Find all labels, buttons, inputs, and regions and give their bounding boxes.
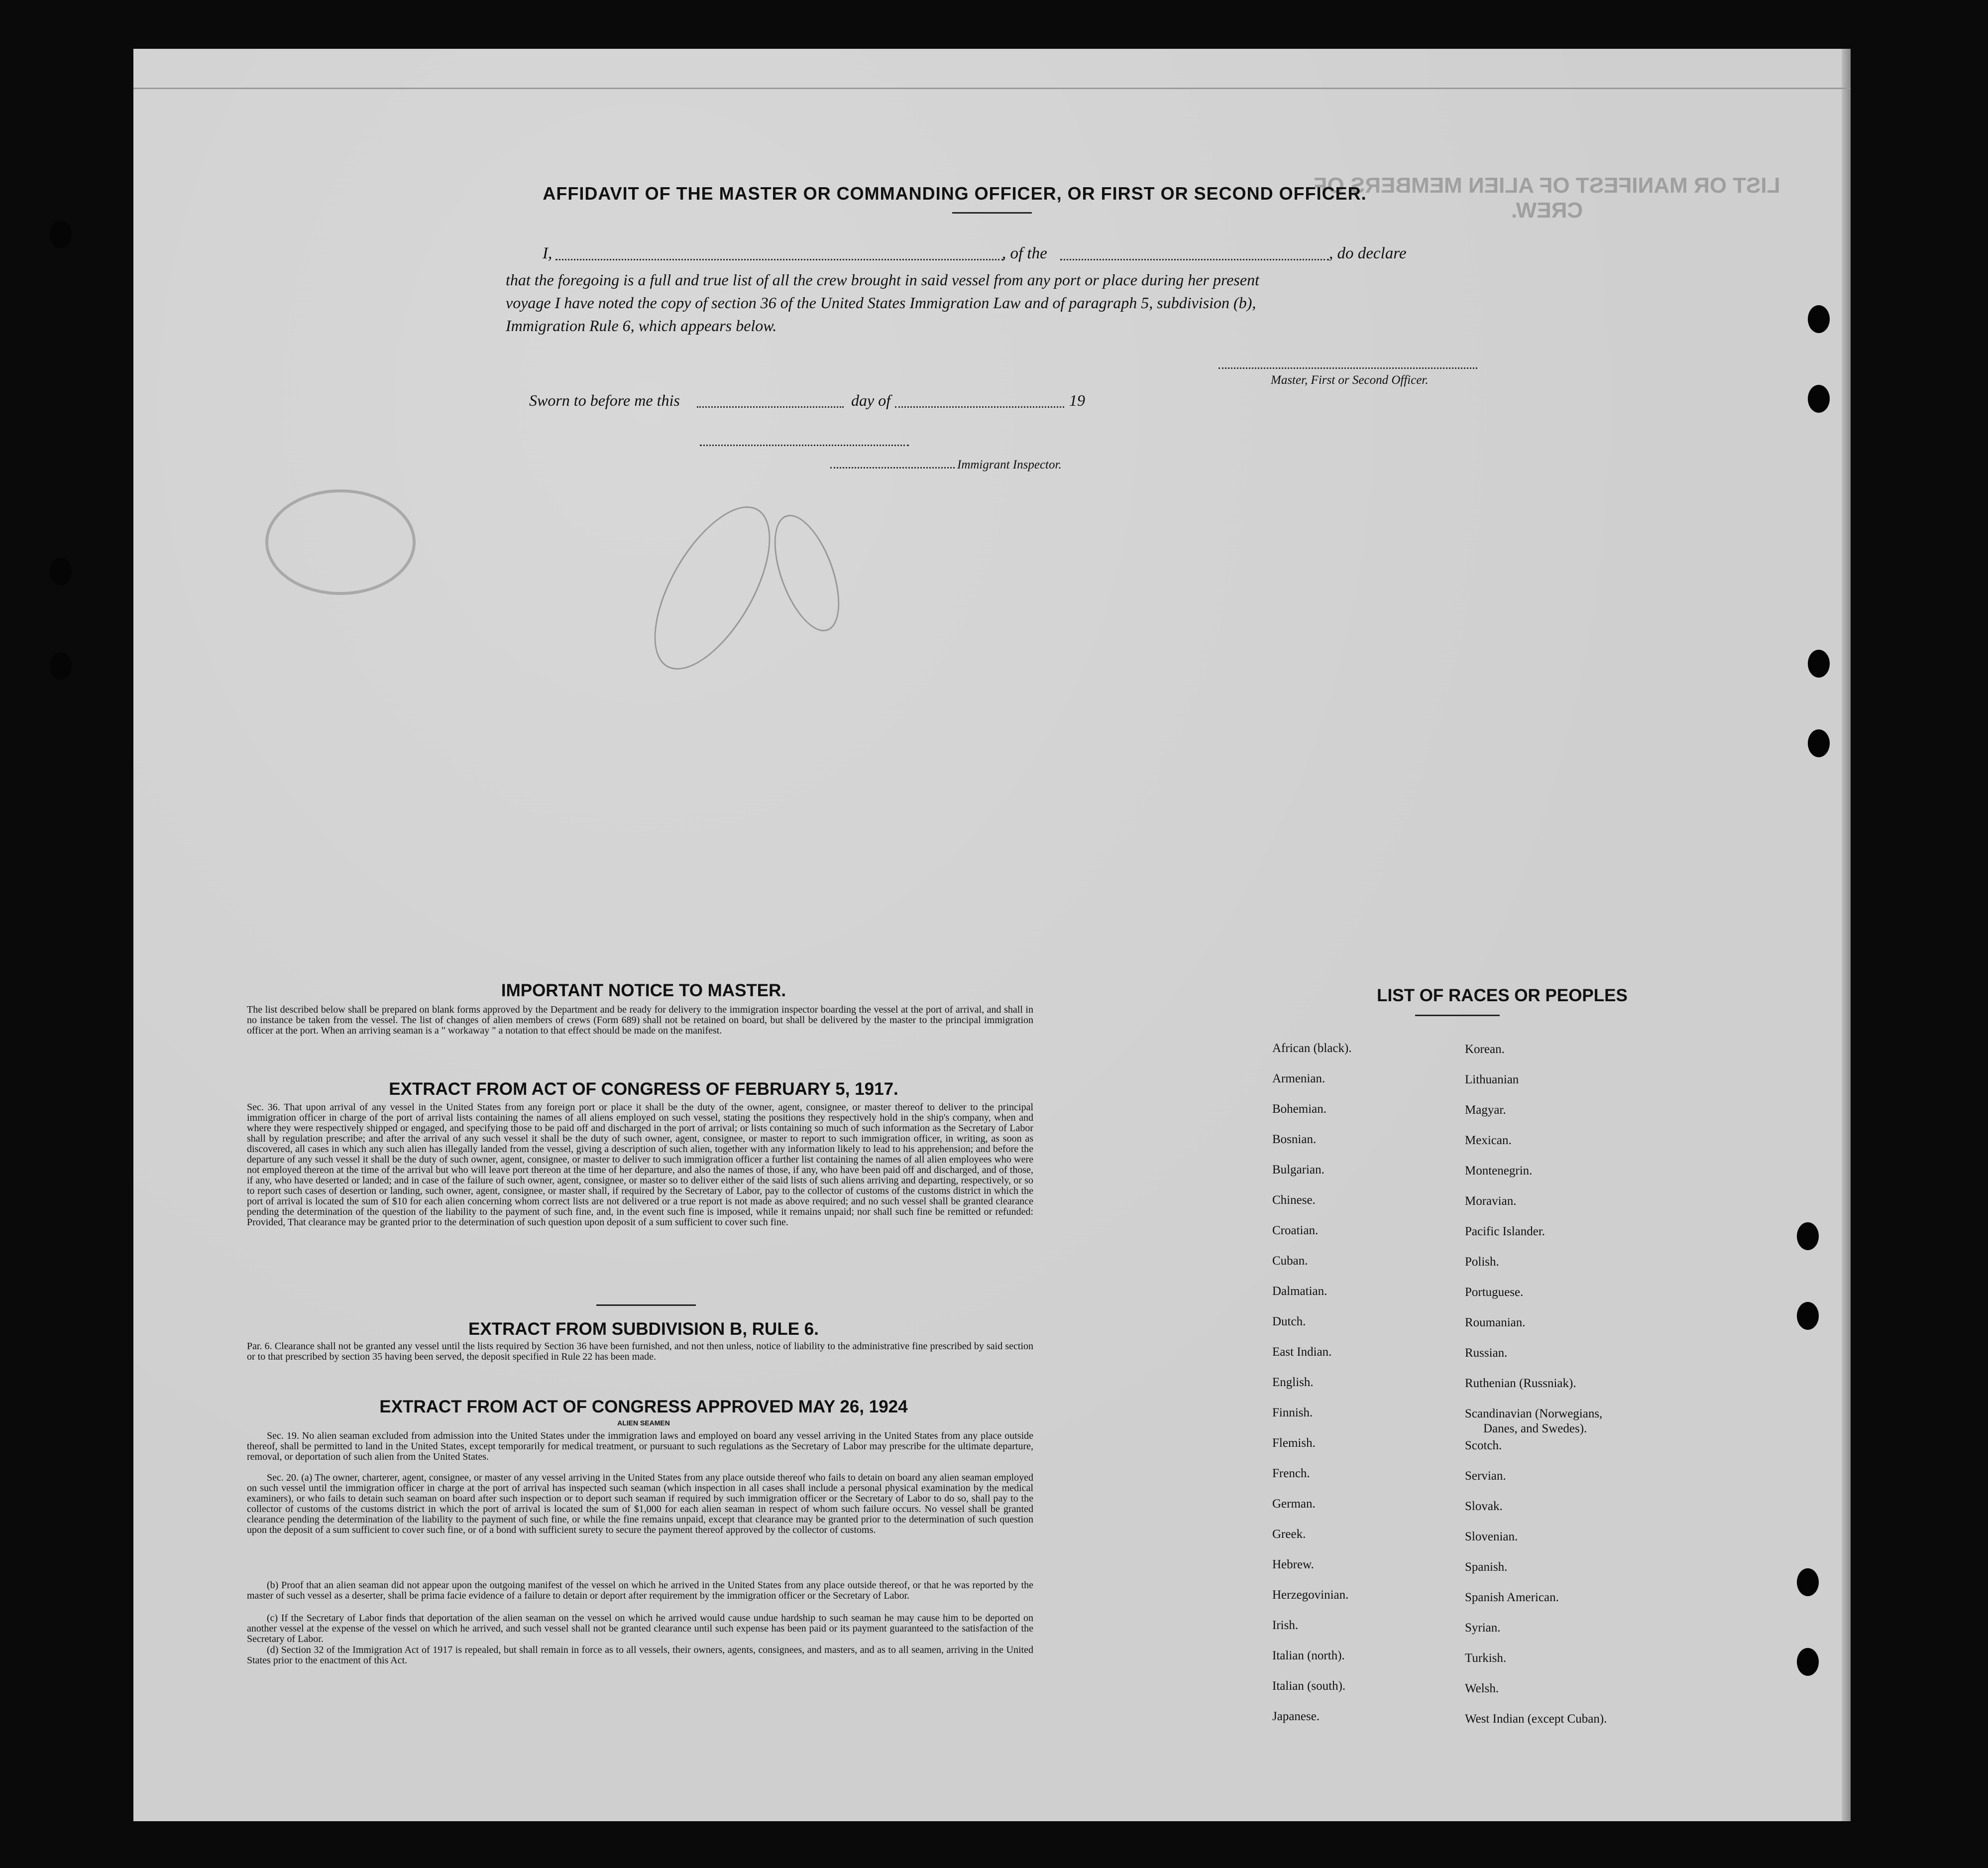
binder-hole [50, 652, 72, 680]
race-item: Spanish American. [1465, 1591, 1559, 1604]
race-item: Polish. [1465, 1255, 1499, 1269]
race-item: Bosnian. [1272, 1133, 1317, 1146]
sworn-month-blank[interactable] [895, 406, 1064, 408]
declarant-blank[interactable] [555, 259, 1003, 260]
race-item: East Indian. [1272, 1345, 1332, 1359]
race-item: Bulgarian. [1272, 1163, 1325, 1176]
race-item: Herzegovinian. [1272, 1588, 1349, 1602]
race-item: Greek. [1272, 1527, 1306, 1541]
race-item: Scotch. [1465, 1439, 1502, 1452]
sec-19-body: Sec. 19. No alien seaman excluded from admission into the United States under the immigration laws and employed on board any vessel arriving in the United States from any place outside thereof, shall be permitted to land in the United States, except temporarily for medical treatment, or pursuant to such regulations as the Secretary of Labor may prescribe for the ultimate departure, removal, or deportation of such alien from the United States. [247, 1430, 1033, 1462]
race-item: Italian (south). [1272, 1679, 1346, 1693]
affidavit-line-1: that the foregoing is a full and true list of all the crew brought in said vessel from any port or place during her present [506, 271, 1259, 289]
extract-1917-title: EXTRACT FROM ACT OF CONGRESS OF FEBRUARY 5, 1917. [389, 1079, 898, 1099]
binder-hole [1797, 1648, 1819, 1676]
inspector-blank-top[interactable] [700, 445, 909, 446]
race-item: Turkish. [1465, 1651, 1507, 1665]
binder-hole [50, 221, 72, 248]
race-item: French. [1272, 1467, 1310, 1480]
race-item: Roumanian. [1465, 1316, 1526, 1329]
extract-1917-body: Sec. 36. That upon arrival of any vessel in the United States from any foreign port or place it shall be the duty of the owner, agent, consignee, or master thereof to deliver to the principal immigration officer in charge of the port of arrival lists containing the names of all aliens employed on such vessel, stating the positions they respectively hold in the ship's company, when and where they were respectively shipped or engaged, and specifying those to be paid off and discharged in the port of arrival; or lists containing so much of such information as the Secretary of Labor shall by regulation prescribe; and after the arrival of any such vessel it shall be the duty of such owner, agent, consignee, or master to report to such immigration officer, in writing, as soon as discovered, all cases in which any such alien has illegally landed from the vessel, giving a description of such alien, together with any information likely to lead to his apprehension; and before the departure of any such vessel it shall be the duty of such owner, agent, consignee, or master to deliver to such immigration officer a further list containing the names of all alien employees who were not employed thereon at the time of the arrival but who will leave port thereon at the time of her departure, and also the names of those, if any, who have been paid off and discharged, and of those, if any, who have deserted or landed; and in case of the failure of such owner, agent, consignee, or master so to deliver either of the said lists of such aliens arriving and departing, respectively, or so to report such cases of desertion or landing, such owner, agent, consignee, or master shall, if required by the Secretary of Labor, pay to the collector of customs of the customs district in which the port of arrival is located the sum of $10 for each alien concerning whom correct lists are not delivered or a true report is not made as above required; and no such vessel shall be granted clearance pending the determination of the question of the liability to the payment of such fine, and, in the event such fine is imposed, while it remains unpaid; nor shall such fine be remitted or refunded: Provided, That clearance may be granted prior to the determination of such question upon deposit of a sum sufficient to cover such fine. [247, 1102, 1033, 1228]
race-item: Croatian. [1272, 1224, 1319, 1237]
inspector-signature-blank[interactable] [830, 467, 955, 468]
sworn-label: Sworn to before me this [529, 391, 680, 409]
do-declare-label: , do declare [1329, 244, 1407, 262]
declarant-label: I, [543, 244, 552, 262]
races-title: LIST OF RACES OR PEOPLES [1377, 986, 1628, 1005]
day-of-label: day of [851, 391, 891, 409]
officer-signature-blank[interactable] [1218, 367, 1477, 369]
faint-signature-2 [761, 506, 853, 639]
extract-1924-subtitle: ALIEN SEAMEN [617, 1419, 670, 1427]
race-item: Finnish. [1272, 1406, 1313, 1419]
faint-stamp [265, 489, 416, 595]
officer-label: Master, First or Second Officer. [1271, 373, 1429, 387]
notice-body: The list described below shall be prepared on blank forms approved by the Department and be ready for delivery to the immigration inspector boarding the vessel at the port of arrival, and shall in no instance be taken from the vessel. The list of changes of alien members of crews (Form 689) shall not be retained on board, but shall be delivered by the master to the principal immigration officer at the port. When an arriving seaman is a " workaway " a notation to that effect should be made on the manifest. [247, 1004, 1033, 1036]
race-item: Lithuanian [1465, 1073, 1519, 1086]
binder-hole [50, 558, 72, 585]
document-page [133, 49, 1851, 1821]
race-item: Mexican. [1465, 1134, 1512, 1147]
races-title-underline [1415, 1015, 1500, 1016]
section-divider [596, 1304, 696, 1306]
title-underline [952, 212, 1032, 214]
faint-signature [631, 488, 794, 688]
sec-20d-body: (d) Section 32 of the Immigration Act of 1917 is repealed, but shall remain in force as to all vessels, their owners, agents, consignees, and masters, and as to all seamen, arriving in the United States prior to the enactment of this Act. [247, 1644, 1033, 1666]
race-item: Moravian. [1465, 1194, 1517, 1208]
race-item: Dutch. [1272, 1315, 1306, 1328]
extract-rule6-body: Par. 6. Clearance shall not be granted any vessel until the lists required by Section 36 have been furnished, and not then unless, notice of liability to the administrative fine prescribed by said section or to that prescribed by section 35 having been served, the deposit specified in Rule 22 has been made. [247, 1341, 1033, 1362]
race-item: Syrian. [1465, 1621, 1501, 1634]
race-item: Hebrew. [1272, 1558, 1314, 1571]
race-item: Montenegrin. [1465, 1164, 1533, 1177]
race-item: Slovak. [1465, 1500, 1503, 1513]
race-item: Bohemian. [1272, 1102, 1327, 1116]
binder-hole [1797, 1222, 1819, 1250]
race-item: German. [1272, 1497, 1316, 1511]
race-item: West Indian (except Cuban). [1465, 1712, 1607, 1726]
race-item: Irish. [1272, 1619, 1299, 1632]
binder-hole [1808, 650, 1830, 678]
extract-1924-title: EXTRACT FROM ACT OF CONGRESS APPROVED MAY 26, 1924 [379, 1397, 908, 1416]
race-item: Cuban. [1272, 1254, 1308, 1268]
race-item: Ruthenian (Russniak). [1465, 1377, 1576, 1390]
race-item: Flemish. [1272, 1436, 1316, 1450]
year-label: 19 [1069, 391, 1085, 409]
sworn-day-blank[interactable] [697, 406, 844, 408]
race-item: Chinese. [1272, 1193, 1316, 1207]
race-item: Portuguese. [1465, 1285, 1524, 1299]
race-item: Slovenian. [1465, 1530, 1518, 1543]
of-the-label: , of the [1002, 244, 1047, 262]
race-item: Russian. [1465, 1346, 1508, 1360]
race-item: African (black). [1272, 1042, 1352, 1055]
race-item: Italian (north). [1272, 1649, 1345, 1662]
affidavit-line-3: Immigration Rule 6, which appears below. [506, 317, 777, 335]
affidavit-line-2: voyage I have noted the copy of section 36 of the United States Immigration Law and of paragraph 5, subdivision (b), [506, 294, 1256, 312]
race-item: Korean. [1465, 1043, 1505, 1056]
race-item: Dalmatian. [1272, 1284, 1327, 1298]
binder-hole [1797, 1302, 1819, 1330]
affidavit-title: AFFIDAVIT OF THE MASTER OR COMMANDING OFFICER, OR FIRST OR SECOND OFFICER. [543, 183, 1367, 204]
sec-20c-body: (c) If the Secretary of Labor finds that deportation of the alien seaman on the vessel on which he arrived would cause undue hardship to such seaman he may cause him to be deported on another vessel at the expense of the vessel on which he arrived, and such vessel shall not be granted clearance until such expense has been paid or its payment guaranteed to the satisfaction of the Secretary of Labor. [247, 1613, 1033, 1644]
sec-20a-body: Sec. 20. (a) The owner, charterer, agent, consignee, or master of any vessel arriving in the United States from any place outside thereof who fails to detain on board any alien seaman employed on such vessel until the immigration officer in charge at the port of arrival has inspected such seaman (which inspection in all cases shall include a personal physical examination by the medical examiners), or who fails to detain such seaman on board after such inspection or to deport such seaman if required by such immigration officer or the Secretary of Labor to do so, shall pay to the collector of customs of the customs district in which the port of arrival is located the sum of $1,000 for each alien seaman in respect of whom such failure occurs. No vessel shall be granted clearance pending the determination of the liability to the payment of such fine, or while the fine remains unpaid, except that clearance may be granted prior to the determination of such question upon the deposit of a sum sufficient to cover such fine, or of a bond with sufficient surety to secure the payment thereof approved by the collector of customs. [247, 1472, 1033, 1535]
vessel-blank[interactable] [1060, 259, 1329, 260]
extract-rule6-title: EXTRACT FROM SUBDIVISION B, RULE 6. [468, 1319, 819, 1339]
race-item: Scandinavian (Norwegians, [1465, 1407, 1603, 1420]
inspector-label: Immigrant Inspector. [957, 458, 1062, 471]
binder-hole [1808, 729, 1830, 757]
binder-hole [1797, 1568, 1819, 1596]
race-item: English. [1272, 1376, 1314, 1389]
binder-hole [1808, 385, 1830, 413]
notice-title: IMPORTANT NOTICE TO MASTER. [501, 981, 786, 1000]
page-top-line [133, 88, 1851, 89]
race-item: Servian. [1465, 1469, 1506, 1483]
race-item: Pacific Islander. [1465, 1225, 1546, 1238]
page-edge [1842, 49, 1851, 1821]
race-item: Welsh. [1465, 1682, 1499, 1695]
race-item: Spanish. [1465, 1560, 1508, 1574]
binder-hole [1808, 305, 1830, 333]
race-item: Armenian. [1272, 1072, 1325, 1085]
sec-20b-body: (b) Proof that an alien seaman did not appear upon the outgoing manifest of the vessel on which he arrived in the United States from any place outside thereof, or that he was reported by the master of such vessel as a deserter, shall be prima facie evidence of a failure to detain or deport after requirement by the immigration officer or the Secretary of Labor. [247, 1580, 1033, 1601]
race-item: Magyar. [1465, 1103, 1506, 1117]
race-item: Danes, and Swedes). [1483, 1422, 1587, 1435]
race-item: Japanese. [1272, 1710, 1320, 1723]
mirrored-header-bleed: LIST OR MANIFEST OF ALIEN MEMBERS OF CREW. [1314, 173, 1780, 223]
